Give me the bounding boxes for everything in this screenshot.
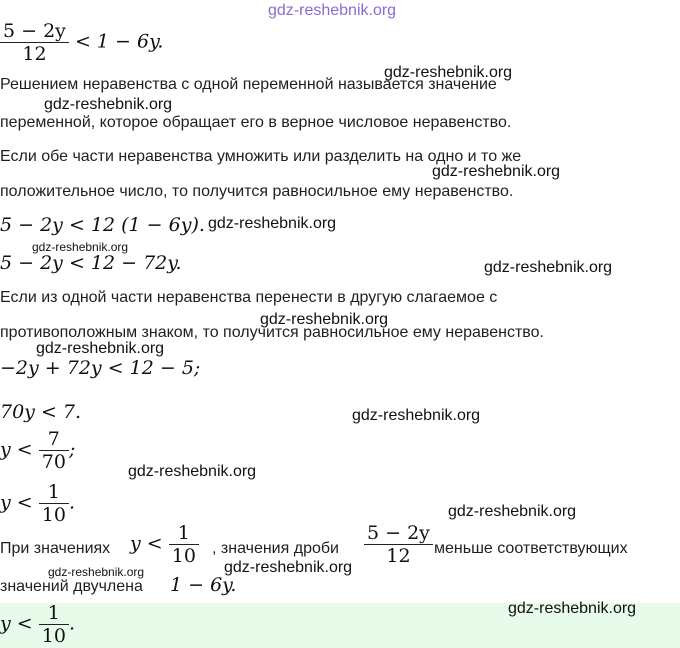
math-line-6 bbox=[0, 428, 75, 473]
paragraph-3-line-2: противоположным знаком, то получится равносильное ему неравенство. bbox=[0, 324, 544, 341]
fraction-1-10 bbox=[39, 481, 69, 526]
fraction-numerator: 1 bbox=[177, 522, 190, 544]
watermark: gdz-reshebnik.org bbox=[352, 407, 481, 424]
watermark: gdz-reshebnik.org bbox=[44, 96, 173, 113]
fraction-denominator: 12 bbox=[0, 42, 69, 65]
inequality-end: ; bbox=[68, 438, 76, 461]
inequality-rest: < 1 − 6y. bbox=[74, 30, 164, 53]
math-line-5: 70y < 7. bbox=[0, 401, 82, 423]
fraction-numerator: 1 bbox=[47, 481, 60, 503]
watermark: gdz-reshebnik.org bbox=[128, 463, 257, 480]
inequality-left: y < bbox=[0, 491, 33, 514]
watermark: gdz-reshebnik.org bbox=[384, 64, 513, 81]
fraction-denominator: 12 bbox=[364, 544, 433, 567]
fraction-numerator: 5 − 2y bbox=[3, 20, 66, 42]
math-line-1 bbox=[0, 20, 163, 65]
watermark: gdz-reshebnik.org bbox=[260, 311, 389, 328]
watermark: gdz-reshebnik.org bbox=[32, 240, 129, 254]
paragraph-3-line-1: Если из одной части неравенства перенести в другую слагаемое с bbox=[0, 289, 498, 306]
answer-end: . bbox=[68, 612, 75, 635]
paragraph-1-line-2: переменной, которое обращает его в верное числовое неравенство. bbox=[0, 114, 512, 131]
math-line-3: 5 − 2y < 12 − 72y. bbox=[0, 252, 182, 274]
binomial: 1 − 6y. bbox=[170, 574, 237, 596]
watermark: gdz-reshebnik.org bbox=[48, 565, 145, 579]
inline-fraction-1-10 bbox=[169, 522, 199, 567]
answer-fraction-1-10 bbox=[39, 602, 69, 647]
paragraph-1-line-1: Решением неравенства с одной переменной называется значение bbox=[0, 76, 497, 93]
paragraph-4-mid: , значения дроби bbox=[212, 540, 339, 557]
paragraph-4-lead: При значениях bbox=[0, 540, 111, 557]
paragraph-4-tail: меньше соответствующих bbox=[434, 540, 628, 557]
fraction-5-2y-12 bbox=[0, 20, 69, 65]
math-line-4: −2y + 72y < 12 − 5; bbox=[0, 357, 201, 379]
paragraph-2-line-1: Если обе части неравенства умножить или разделить на одно и то же bbox=[0, 148, 522, 165]
watermark: gdz-reshebnik.org bbox=[432, 163, 561, 180]
watermark: gdz-reshebnik.org bbox=[508, 600, 637, 617]
inline-inequality bbox=[130, 522, 199, 567]
inline-inequality-left: y < bbox=[130, 532, 163, 555]
fraction-denominator: 70 bbox=[39, 450, 69, 473]
answer-left: y < bbox=[0, 612, 33, 635]
watermark-top: gdz-reshebnik.org bbox=[268, 2, 397, 19]
math-line-7 bbox=[0, 481, 75, 526]
fraction-denominator: 10 bbox=[39, 624, 69, 647]
fraction-7-70 bbox=[39, 428, 69, 473]
watermark: gdz-reshebnik.org bbox=[484, 259, 613, 276]
inline-fraction-5-2y-12 bbox=[364, 522, 433, 567]
fraction-numerator: 5 − 2y bbox=[367, 522, 430, 544]
fraction-numerator: 1 bbox=[47, 602, 60, 624]
inequality-left: y < bbox=[0, 438, 33, 461]
watermark: gdz-reshebnik.org bbox=[36, 340, 165, 357]
watermark: gdz-reshebnik.org bbox=[208, 215, 337, 232]
math-line-2: 5 − 2y < 12 (1 − 6y). bbox=[0, 214, 205, 236]
fraction-numerator: 7 bbox=[47, 428, 60, 450]
fraction-denominator: 10 bbox=[169, 544, 199, 567]
paragraph-2-line-2: положительное число, то получится равносильное ему неравенство. bbox=[0, 183, 514, 200]
inequality-end: . bbox=[68, 491, 75, 514]
fraction-denominator: 10 bbox=[39, 503, 69, 526]
paragraph-4-line-2: значений двучлена bbox=[0, 578, 143, 595]
answer-inequality bbox=[0, 602, 75, 647]
watermark: gdz-reshebnik.org bbox=[224, 559, 353, 576]
inline-fraction bbox=[364, 522, 433, 567]
watermark: gdz-reshebnik.org bbox=[448, 503, 577, 520]
